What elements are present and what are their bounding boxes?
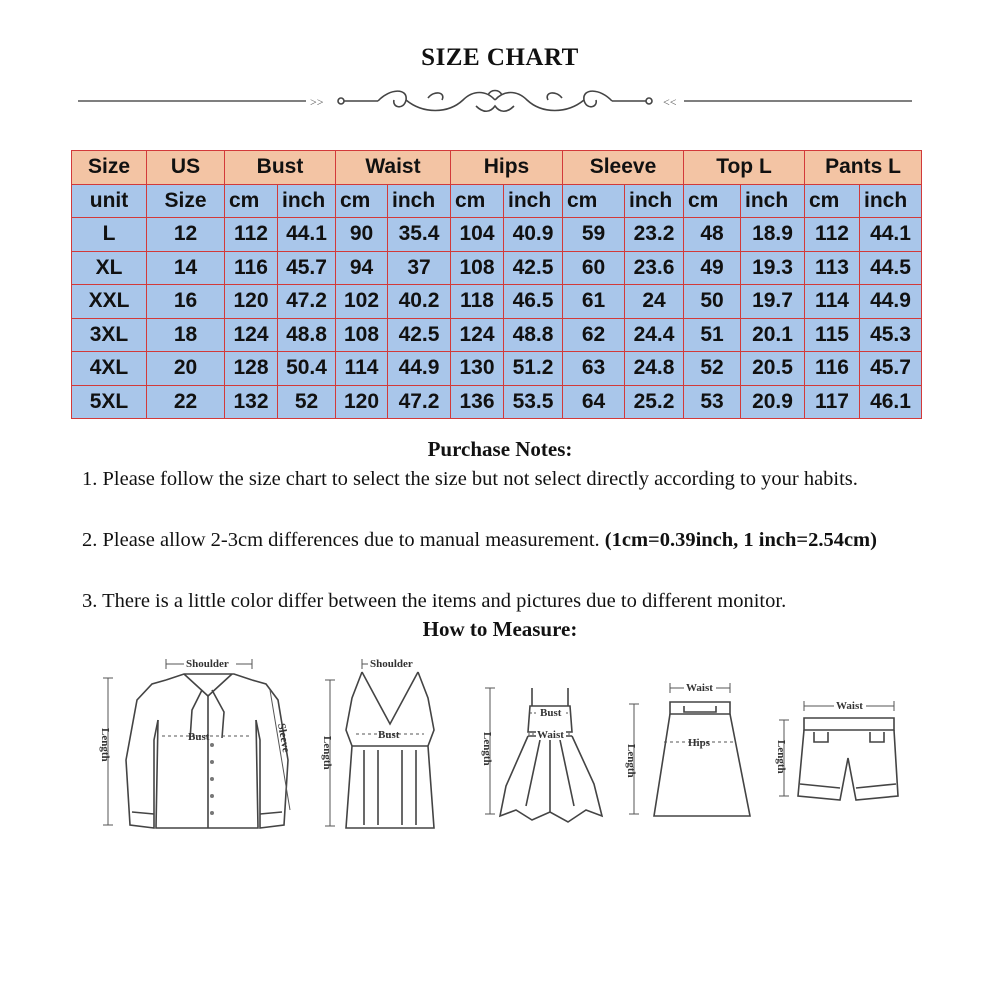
blouse-measure-figure: [92, 650, 302, 840]
divider-mark-right: <<: [663, 95, 677, 109]
table-cell: 42.5: [388, 318, 451, 352]
table-cell: 22: [147, 385, 225, 419]
unit-cell: cm: [336, 184, 388, 218]
header-cell: Size: [72, 151, 147, 185]
table-header-row: [72, 151, 922, 185]
table-row: [72, 251, 922, 285]
table-cell: 64: [563, 385, 625, 419]
shorts-length-label: Length: [775, 740, 787, 774]
table-cell: 116: [225, 251, 278, 285]
table-cell: 45.7: [860, 352, 922, 386]
blouse-shoulder-label: Shoulder: [186, 658, 229, 670]
table-cell: 14: [147, 251, 225, 285]
table-cell: 44.9: [388, 352, 451, 386]
size-cell: 5XL: [72, 385, 147, 419]
table-cell: 20.1: [741, 318, 805, 352]
table-cell: 44.1: [278, 218, 336, 252]
blouse-bust-label: Bust: [188, 731, 210, 743]
skirt-waist-label: Waist: [686, 682, 713, 694]
table-cell: 118: [451, 285, 504, 319]
table-cell: 124: [451, 318, 504, 352]
table-cell: 112: [225, 218, 278, 252]
table-cell: 104: [451, 218, 504, 252]
table-cell: 46.5: [504, 285, 563, 319]
table-cell: 20: [147, 352, 225, 386]
header-cell: Sleeve: [563, 151, 684, 185]
table-cell: 18.9: [741, 218, 805, 252]
size-chart-table: [71, 150, 922, 419]
divider-mark-left: >>: [310, 95, 324, 109]
unit-cell: cm: [684, 184, 741, 218]
blouse-length-label: Length: [99, 728, 111, 762]
table-cell: 44.9: [860, 285, 922, 319]
table-cell: 20.5: [741, 352, 805, 386]
table-cell: 114: [336, 352, 388, 386]
table-cell: 18: [147, 318, 225, 352]
table-cell: 132: [225, 385, 278, 419]
table-cell: 62: [563, 318, 625, 352]
unit-cell: cm: [563, 184, 625, 218]
table-cell: 40.2: [388, 285, 451, 319]
dress-bust-label: Bust: [540, 707, 562, 719]
table-cell: 90: [336, 218, 388, 252]
table-row: [72, 285, 922, 319]
purchase-note-2: [82, 525, 912, 555]
table-row: [72, 385, 922, 419]
top-measure-figure: [316, 650, 456, 840]
table-cell: 108: [451, 251, 504, 285]
table-cell: 24: [625, 285, 684, 319]
table-cell: 114: [805, 285, 860, 319]
size-cell: L: [72, 218, 147, 252]
dress-measure-figure: [476, 676, 616, 836]
table-cell: 23.2: [625, 218, 684, 252]
table-cell: 51.2: [504, 352, 563, 386]
blouse-sleeve-label: Sleeve: [275, 722, 292, 754]
how-to-measure-title: How to Measure:: [422, 617, 578, 641]
table-cell: 108: [336, 318, 388, 352]
page-title: SIZE CHART: [421, 44, 579, 71]
table-cell: 59: [563, 218, 625, 252]
table-cell: 44.1: [860, 218, 922, 252]
top-length-label: Length: [321, 736, 333, 770]
table-cell: 94: [336, 251, 388, 285]
table-row: [72, 318, 922, 352]
table-cell: 116: [805, 352, 860, 386]
table-cell: 35.4: [388, 218, 451, 252]
table-cell: 60: [563, 251, 625, 285]
table-cell: 136: [451, 385, 504, 419]
table-cell: 45.7: [278, 251, 336, 285]
table-cell: 19.3: [741, 251, 805, 285]
size-cell: XL: [72, 251, 147, 285]
table-cell: 47.2: [278, 285, 336, 319]
ornamental-divider: [78, 86, 912, 116]
table-cell: 42.5: [504, 251, 563, 285]
header-cell: US: [147, 151, 225, 185]
skirt-length-label: Length: [625, 744, 637, 778]
unit-cell: cm: [451, 184, 504, 218]
table-unit-row: [72, 184, 922, 218]
table-cell: 23.6: [625, 251, 684, 285]
table-cell: 51: [684, 318, 741, 352]
table-cell: 49: [684, 251, 741, 285]
table-cell: 124: [225, 318, 278, 352]
purchase-note-1: 1. Please follow the size chart to select the size but not select directly according to your habits.: [82, 468, 858, 490]
table-row: [72, 352, 922, 386]
table-cell: 45.3: [860, 318, 922, 352]
unit-cell: inch: [504, 184, 563, 218]
table-cell: 112: [805, 218, 860, 252]
table-cell: 117: [805, 385, 860, 419]
table-cell: 19.7: [741, 285, 805, 319]
table-cell: 48: [684, 218, 741, 252]
purchase-note-2-conversion: (1cm=0.39inch, 1 inch=2.54cm): [604, 529, 877, 551]
size-cell: 3XL: [72, 318, 147, 352]
table-cell: 115: [805, 318, 860, 352]
purchase-notes-title: Purchase Notes:: [427, 437, 573, 461]
table-cell: 46.1: [860, 385, 922, 419]
table-cell: 37: [388, 251, 451, 285]
unit-cell: cm: [805, 184, 860, 218]
table-cell: 16: [147, 285, 225, 319]
table-cell: 120: [336, 385, 388, 419]
table-cell: 113: [805, 251, 860, 285]
table-cell: 102: [336, 285, 388, 319]
unit-cell: cm: [225, 184, 278, 218]
table-cell: 24.4: [625, 318, 684, 352]
top-bust-label: Bust: [378, 729, 400, 741]
unit-cell: inch: [625, 184, 684, 218]
unit-cell: unit: [72, 184, 147, 218]
shorts-waist-label: Waist: [836, 700, 863, 712]
table-cell: 128: [225, 352, 278, 386]
top-shoulder-label: Shoulder: [370, 658, 413, 670]
header-cell: Pants L: [805, 151, 922, 185]
purchase-note-3: 3. There is a little color differ between the items and pictures due to different monitor.: [82, 590, 787, 612]
table-cell: 20.9: [741, 385, 805, 419]
table-cell: 44.5: [860, 251, 922, 285]
table-cell: 63: [563, 352, 625, 386]
size-cell: 4XL: [72, 352, 147, 386]
table-cell: 53: [684, 385, 741, 419]
table-cell: 25.2: [625, 385, 684, 419]
unit-cell: inch: [741, 184, 805, 218]
table-cell: 47.2: [388, 385, 451, 419]
table-cell: 24.8: [625, 352, 684, 386]
shorts-measure-figure: [770, 696, 920, 816]
table-cell: 52: [684, 352, 741, 386]
header-cell: Top L: [684, 151, 805, 185]
header-cell: Bust: [225, 151, 336, 185]
table-cell: 50.4: [278, 352, 336, 386]
table-cell: 120: [225, 285, 278, 319]
table-cell: 53.5: [504, 385, 563, 419]
skirt-hips-label: Hips: [688, 737, 711, 749]
table-cell: 61: [563, 285, 625, 319]
table-cell: 130: [451, 352, 504, 386]
unit-cell: inch: [860, 184, 922, 218]
dress-waist-label: Waist: [537, 729, 564, 741]
table-cell: 48.8: [278, 318, 336, 352]
unit-cell: inch: [278, 184, 336, 218]
unit-cell: Size: [147, 184, 225, 218]
table-cell: 48.8: [504, 318, 563, 352]
header-cell: Hips: [451, 151, 563, 185]
skirt-measure-figure: [620, 676, 760, 836]
table-cell: 50: [684, 285, 741, 319]
table-cell: 40.9: [504, 218, 563, 252]
purchase-note-2-text: 2. Please allow 2-3cm differences due to manual measurement.: [82, 529, 605, 551]
table-cell: 12: [147, 218, 225, 252]
size-cell: XXL: [72, 285, 147, 319]
table-row: [72, 218, 922, 252]
table-cell: 52: [278, 385, 336, 419]
header-cell: Waist: [336, 151, 451, 185]
unit-cell: inch: [388, 184, 451, 218]
dress-length-label: Length: [481, 732, 493, 766]
